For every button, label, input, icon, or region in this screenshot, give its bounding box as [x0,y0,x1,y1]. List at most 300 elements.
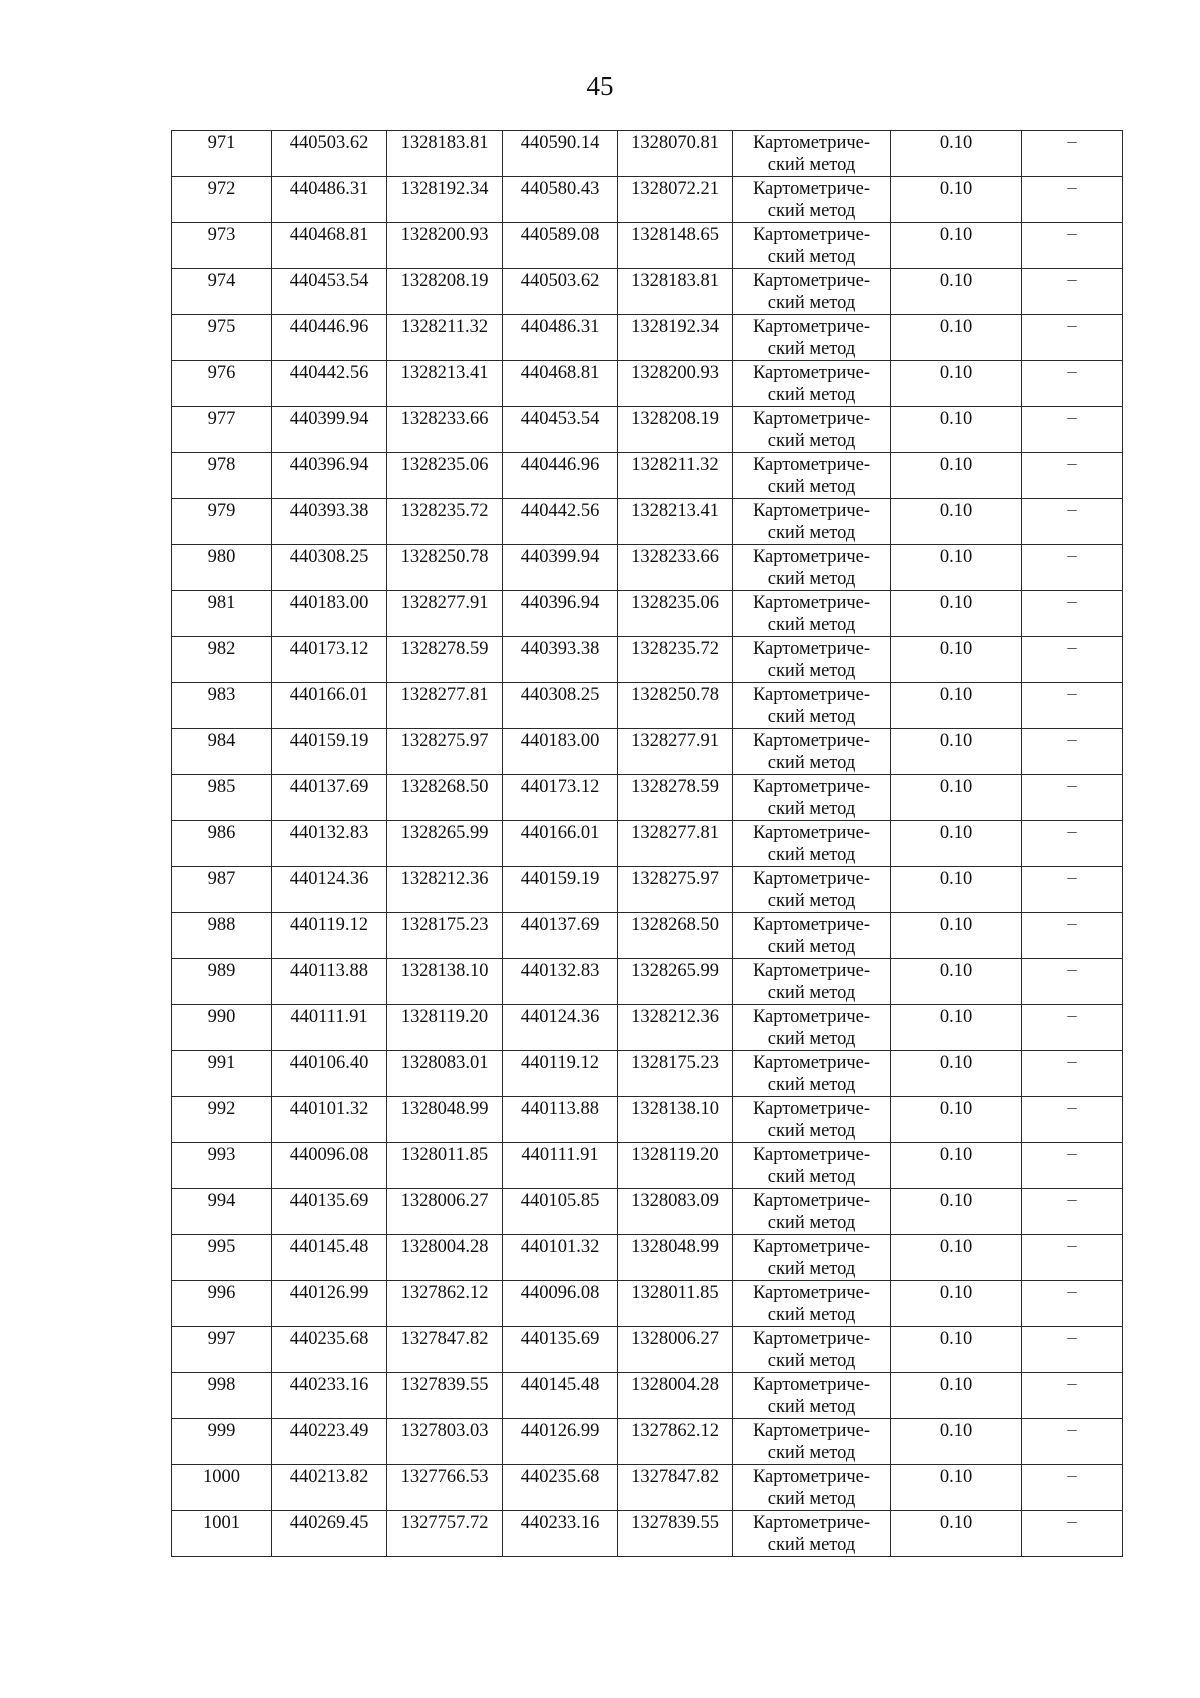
note-cell: – [1022,821,1123,867]
y-coordinate-cell: 1328208.19 [387,269,503,315]
method-line-1: Картометриче- [752,823,871,843]
table-row [172,131,1123,177]
y-coordinate-cell: 1328211.32 [387,315,503,361]
previous-y-coordinate-cell: 1328265.99 [618,959,733,1005]
y-coordinate-cell: 1328268.50 [387,775,503,821]
y-coordinate-cell: 1328183.81 [387,131,503,177]
note-cell: – [1022,315,1123,361]
method-line-2: ский метод [767,1351,856,1371]
table-row [172,1327,1123,1373]
accuracy-cell: 0.10 [891,1143,1022,1189]
x-coordinate-cell: 440453.54 [272,269,387,315]
y-coordinate-cell: 1328277.81 [387,683,503,729]
note-cell: – [1022,361,1123,407]
point-number-cell: 989 [172,959,272,1005]
x-coordinate-cell: 440124.36 [272,867,387,913]
previous-y-coordinate-cell: 1328233.66 [618,545,733,591]
y-coordinate-cell: 1328006.27 [387,1189,503,1235]
method-line-1: Картометриче- [752,501,871,521]
table-row [172,499,1123,545]
y-coordinate-cell: 1328192.34 [387,177,503,223]
y-coordinate-cell: 1328275.97 [387,729,503,775]
accuracy-cell: 0.10 [891,1419,1022,1465]
previous-x-coordinate-cell: 440105.85 [503,1189,618,1235]
method-line-2: ский метод [767,155,856,175]
point-number-cell: 983 [172,683,272,729]
method-line-1: Картометриче- [752,777,871,797]
x-coordinate-cell: 440269.45 [272,1511,387,1557]
note-cell: – [1022,1281,1123,1327]
method-cell [733,867,891,913]
x-coordinate-cell: 440213.82 [272,1465,387,1511]
note-cell: – [1022,177,1123,223]
accuracy-cell: 0.10 [891,453,1022,499]
x-coordinate-cell: 440111.91 [272,1005,387,1051]
page-number: 45 [586,71,614,101]
accuracy-cell: 0.10 [891,729,1022,775]
method-cell [733,315,891,361]
method-cell [733,683,891,729]
previous-x-coordinate-cell: 440235.68 [503,1465,618,1511]
method-cell [733,1419,891,1465]
x-coordinate-cell: 440396.94 [272,453,387,499]
point-number-cell: 996 [172,1281,272,1327]
point-number-cell: 991 [172,1051,272,1097]
point-number-cell: 1000 [172,1465,272,1511]
method-line-2: ский метод [767,1167,856,1187]
method-cell [733,1511,891,1557]
previous-y-coordinate-cell: 1328192.34 [618,315,733,361]
y-coordinate-cell: 1328233.66 [387,407,503,453]
x-coordinate-cell: 440308.25 [272,545,387,591]
table-row [172,683,1123,729]
accuracy-cell: 0.10 [891,591,1022,637]
method-line-1: Картометриче- [752,593,871,613]
note-cell: – [1022,1235,1123,1281]
x-coordinate-cell: 440223.49 [272,1419,387,1465]
method-line-2: ский метод [767,983,856,1003]
point-number-cell: 995 [172,1235,272,1281]
point-number-cell: 987 [172,867,272,913]
method-line-2: ский метод [767,1397,856,1417]
x-coordinate-cell: 440442.56 [272,361,387,407]
previous-y-coordinate-cell: 1328083.09 [618,1189,733,1235]
point-number-cell: 981 [172,591,272,637]
previous-y-coordinate-cell: 1327862.12 [618,1419,733,1465]
note-cell: – [1022,959,1123,1005]
point-number-cell: 994 [172,1189,272,1235]
method-cell [733,177,891,223]
x-coordinate-cell: 440446.96 [272,315,387,361]
previous-y-coordinate-cell: 1328138.10 [618,1097,733,1143]
point-number-cell: 985 [172,775,272,821]
y-coordinate-cell: 1328235.72 [387,499,503,545]
method-cell [733,545,891,591]
method-line-1: Картометриче- [752,317,871,337]
method-line-2: ский метод [767,1443,856,1463]
x-coordinate-cell: 440096.08 [272,1143,387,1189]
x-coordinate-cell: 440166.01 [272,683,387,729]
previous-x-coordinate-cell: 440442.56 [503,499,618,545]
accuracy-cell: 0.10 [891,177,1022,223]
method-cell [733,1005,891,1051]
accuracy-cell: 0.10 [891,315,1022,361]
previous-y-coordinate-cell: 1328213.41 [618,499,733,545]
previous-x-coordinate-cell: 440589.08 [503,223,618,269]
point-number-cell: 990 [172,1005,272,1051]
previous-x-coordinate-cell: 440145.48 [503,1373,618,1419]
accuracy-cell: 0.10 [891,499,1022,545]
x-coordinate-cell: 440183.00 [272,591,387,637]
previous-y-coordinate-cell: 1328277.91 [618,729,733,775]
table-row [172,361,1123,407]
table-row [172,637,1123,683]
method-cell [733,1281,891,1327]
point-number-cell: 975 [172,315,272,361]
table-row [172,1419,1123,1465]
method-line-2: ский метод [767,385,856,405]
previous-y-coordinate-cell: 1327847.82 [618,1465,733,1511]
x-coordinate-cell: 440106.40 [272,1051,387,1097]
note-cell: – [1022,1511,1123,1557]
point-number-cell: 976 [172,361,272,407]
method-cell [733,1143,891,1189]
method-cell [733,1189,891,1235]
accuracy-cell: 0.10 [891,1465,1022,1511]
y-coordinate-cell: 1328004.28 [387,1235,503,1281]
method-cell [733,223,891,269]
note-cell: – [1022,131,1123,177]
previous-y-coordinate-cell: 1328119.20 [618,1143,733,1189]
accuracy-cell: 0.10 [891,683,1022,729]
table-row [172,1143,1123,1189]
x-coordinate-cell: 440132.83 [272,821,387,867]
previous-y-coordinate-cell: 1328183.81 [618,269,733,315]
method-line-1: Картометриче- [752,639,871,659]
previous-x-coordinate-cell: 440580.43 [503,177,618,223]
previous-y-coordinate-cell: 1328275.97 [618,867,733,913]
previous-y-coordinate-cell: 1328048.99 [618,1235,733,1281]
y-coordinate-cell: 1328011.85 [387,1143,503,1189]
method-line-2: ский метод [767,1075,856,1095]
accuracy-cell: 0.10 [891,1511,1022,1557]
table-row [172,223,1123,269]
x-coordinate-cell: 440137.69 [272,775,387,821]
point-number-cell: 973 [172,223,272,269]
accuracy-cell: 0.10 [891,1097,1022,1143]
previous-x-coordinate-cell: 440135.69 [503,1327,618,1373]
note-cell: – [1022,499,1123,545]
previous-x-coordinate-cell: 440159.19 [503,867,618,913]
note-cell: – [1022,1097,1123,1143]
table-row [172,1189,1123,1235]
y-coordinate-cell: 1328138.10 [387,959,503,1005]
note-cell: – [1022,1419,1123,1465]
method-line-2: ский метод [767,707,856,727]
previous-x-coordinate-cell: 440503.62 [503,269,618,315]
point-number-cell: 979 [172,499,272,545]
table-row [172,453,1123,499]
method-cell [733,913,891,959]
x-coordinate-cell: 440135.69 [272,1189,387,1235]
x-coordinate-cell: 440145.48 [272,1235,387,1281]
point-number-cell: 974 [172,269,272,315]
x-coordinate-cell: 440119.12 [272,913,387,959]
accuracy-cell: 0.10 [891,361,1022,407]
table-row [172,867,1123,913]
method-line-1: Картометриче- [752,271,871,291]
accuracy-cell: 0.10 [891,1051,1022,1097]
y-coordinate-cell: 1328235.06 [387,453,503,499]
method-line-2: ский метод [767,891,856,911]
method-line-2: ский метод [767,1029,856,1049]
y-coordinate-cell: 1328278.59 [387,637,503,683]
y-coordinate-cell: 1327757.72 [387,1511,503,1557]
note-cell: – [1022,683,1123,729]
previous-x-coordinate-cell: 440453.54 [503,407,618,453]
previous-x-coordinate-cell: 440132.83 [503,959,618,1005]
method-line-2: ский метод [767,845,856,865]
method-line-2: ский метод [767,937,856,957]
previous-x-coordinate-cell: 440233.16 [503,1511,618,1557]
method-cell [733,1327,891,1373]
note-cell: – [1022,1327,1123,1373]
method-line-1: Картометриче- [752,179,871,199]
accuracy-cell: 0.10 [891,407,1022,453]
previous-x-coordinate-cell: 440173.12 [503,775,618,821]
previous-y-coordinate-cell: 1328208.19 [618,407,733,453]
method-line-2: ский метод [767,753,856,773]
method-line-1: Картометриче- [752,961,871,981]
previous-x-coordinate-cell: 440137.69 [503,913,618,959]
method-line-2: ский метод [767,615,856,635]
y-coordinate-cell: 1328213.41 [387,361,503,407]
previous-x-coordinate-cell: 440308.25 [503,683,618,729]
accuracy-cell: 0.10 [891,1005,1022,1051]
accuracy-cell: 0.10 [891,867,1022,913]
method-cell [733,499,891,545]
previous-y-coordinate-cell: 1328235.72 [618,637,733,683]
previous-y-coordinate-cell: 1328250.78 [618,683,733,729]
previous-y-coordinate-cell: 1328011.85 [618,1281,733,1327]
method-line-1: Картометриче- [752,1191,871,1211]
y-coordinate-cell: 1327803.03 [387,1419,503,1465]
table-row [172,1373,1123,1419]
point-number-cell: 993 [172,1143,272,1189]
previous-y-coordinate-cell: 1328278.59 [618,775,733,821]
method-line-1: Картометриче- [752,1513,871,1533]
note-cell: – [1022,269,1123,315]
table-row [172,1511,1123,1557]
y-coordinate-cell: 1327766.53 [387,1465,503,1511]
previous-x-coordinate-cell: 440096.08 [503,1281,618,1327]
method-line-2: ский метод [767,1489,856,1509]
table-row [172,315,1123,361]
point-number-cell: 978 [172,453,272,499]
table-row [172,913,1123,959]
previous-y-coordinate-cell: 1328211.32 [618,453,733,499]
method-line-1: Картометриче- [752,363,871,383]
accuracy-cell: 0.10 [891,269,1022,315]
method-cell [733,361,891,407]
previous-x-coordinate-cell: 440111.91 [503,1143,618,1189]
method-cell [733,1051,891,1097]
note-cell: – [1022,223,1123,269]
method-line-1: Картометриче- [752,1283,871,1303]
table-row [172,1465,1123,1511]
note-cell: – [1022,1005,1123,1051]
accuracy-cell: 0.10 [891,637,1022,683]
method-line-2: ский метод [767,1121,856,1141]
previous-y-coordinate-cell: 1328235.06 [618,591,733,637]
note-cell: – [1022,545,1123,591]
table-row [172,1051,1123,1097]
accuracy-cell: 0.10 [891,223,1022,269]
y-coordinate-cell: 1328212.36 [387,867,503,913]
previous-x-coordinate-cell: 440166.01 [503,821,618,867]
x-coordinate-cell: 440233.16 [272,1373,387,1419]
x-coordinate-cell: 440126.99 [272,1281,387,1327]
previous-x-coordinate-cell: 440124.36 [503,1005,618,1051]
method-line-1: Картометриче- [752,225,871,245]
method-cell [733,131,891,177]
method-line-1: Картометриче- [752,1421,871,1441]
point-number-cell: 971 [172,131,272,177]
method-cell [733,1465,891,1511]
method-line-2: ский метод [767,247,856,267]
table-row [172,1097,1123,1143]
previous-x-coordinate-cell: 440113.88 [503,1097,618,1143]
x-coordinate-cell: 440503.62 [272,131,387,177]
table-row [172,729,1123,775]
previous-y-coordinate-cell: 1328072.21 [618,177,733,223]
previous-y-coordinate-cell: 1328212.36 [618,1005,733,1051]
x-coordinate-cell: 440173.12 [272,637,387,683]
method-cell [733,775,891,821]
x-coordinate-cell: 440486.31 [272,177,387,223]
table-row [172,407,1123,453]
method-line-2: ский метод [767,1213,856,1233]
method-cell [733,269,891,315]
point-number-cell: 984 [172,729,272,775]
method-line-1: Картометриче- [752,915,871,935]
note-cell: – [1022,867,1123,913]
method-cell [733,591,891,637]
note-cell: – [1022,1143,1123,1189]
accuracy-cell: 0.10 [891,821,1022,867]
method-line-2: ский метод [767,799,856,819]
method-line-2: ский метод [767,339,856,359]
method-line-1: Картометриче- [752,547,871,567]
table-row [172,177,1123,223]
point-number-cell: 999 [172,1419,272,1465]
y-coordinate-cell: 1328277.91 [387,591,503,637]
x-coordinate-cell: 440159.19 [272,729,387,775]
table-row [172,269,1123,315]
method-line-1: Картометриче- [752,1099,871,1119]
method-line-1: Картометриче- [752,1467,871,1487]
table-row [172,591,1123,637]
method-line-1: Картометриче- [752,133,871,153]
accuracy-cell: 0.10 [891,1235,1022,1281]
previous-x-coordinate-cell: 440393.38 [503,637,618,683]
accuracy-cell: 0.10 [891,913,1022,959]
method-line-2: ский метод [767,201,856,221]
note-cell: – [1022,913,1123,959]
accuracy-cell: 0.10 [891,131,1022,177]
table-row [172,1235,1123,1281]
coordinates-table-body [172,131,1123,1557]
method-line-2: ский метод [767,661,856,681]
table-row [172,821,1123,867]
y-coordinate-cell: 1328048.99 [387,1097,503,1143]
accuracy-cell: 0.10 [891,775,1022,821]
previous-x-coordinate-cell: 440486.31 [503,315,618,361]
method-line-1: Картометриче- [752,409,871,429]
previous-x-coordinate-cell: 440119.12 [503,1051,618,1097]
method-line-1: Картометриче- [752,1237,871,1257]
method-line-2: ский метод [767,569,856,589]
y-coordinate-cell: 1327862.12 [387,1281,503,1327]
previous-y-coordinate-cell: 1328148.65 [618,223,733,269]
y-coordinate-cell: 1327839.55 [387,1373,503,1419]
point-number-cell: 1001 [172,1511,272,1557]
accuracy-cell: 0.10 [891,1189,1022,1235]
x-coordinate-cell: 440101.32 [272,1097,387,1143]
previous-x-coordinate-cell: 440446.96 [503,453,618,499]
x-coordinate-cell: 440113.88 [272,959,387,1005]
point-number-cell: 986 [172,821,272,867]
accuracy-cell: 0.10 [891,545,1022,591]
method-cell [733,959,891,1005]
previous-y-coordinate-cell: 1327839.55 [618,1511,733,1557]
method-line-2: ский метод [767,1535,856,1555]
note-cell: – [1022,407,1123,453]
note-cell: – [1022,1051,1123,1097]
point-number-cell: 972 [172,177,272,223]
method-line-2: ский метод [767,1305,856,1325]
previous-y-coordinate-cell: 1328200.93 [618,361,733,407]
note-cell: – [1022,637,1123,683]
method-line-1: Картометриче- [752,1375,871,1395]
point-number-cell: 980 [172,545,272,591]
coordinates-table [171,130,1123,1557]
previous-x-coordinate-cell: 440468.81 [503,361,618,407]
point-number-cell: 988 [172,913,272,959]
y-coordinate-cell: 1328175.23 [387,913,503,959]
previous-x-coordinate-cell: 440101.32 [503,1235,618,1281]
method-cell [733,1235,891,1281]
method-line-1: Картометриче- [752,455,871,475]
point-number-cell: 992 [172,1097,272,1143]
table-row [172,545,1123,591]
note-cell: – [1022,1189,1123,1235]
method-cell [733,1373,891,1419]
previous-x-coordinate-cell: 440183.00 [503,729,618,775]
note-cell: – [1022,729,1123,775]
previous-y-coordinate-cell: 1328006.27 [618,1327,733,1373]
accuracy-cell: 0.10 [891,959,1022,1005]
accuracy-cell: 0.10 [891,1373,1022,1419]
y-coordinate-cell: 1328083.01 [387,1051,503,1097]
previous-y-coordinate-cell: 1328268.50 [618,913,733,959]
previous-x-coordinate-cell: 440399.94 [503,545,618,591]
point-number-cell: 977 [172,407,272,453]
method-line-1: Картометриче- [752,685,871,705]
method-cell [733,637,891,683]
x-coordinate-cell: 440468.81 [272,223,387,269]
y-coordinate-cell: 1328265.99 [387,821,503,867]
